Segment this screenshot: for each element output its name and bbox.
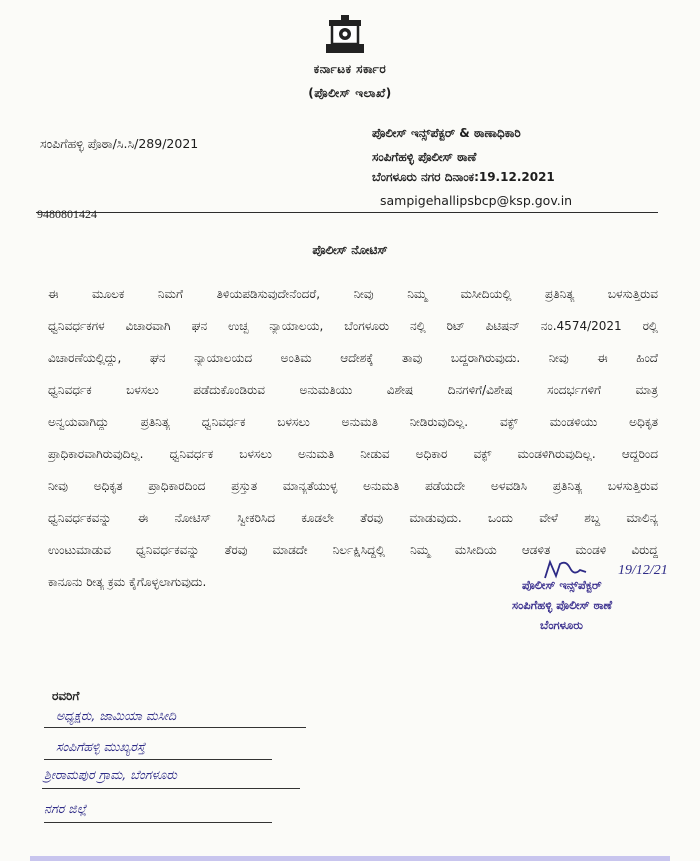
office-station: ಸಂಪಿಗೆಹಳ್ಳಿ ಪೊಲೀಸ್ ಠಾಣೆ — [372, 150, 477, 164]
header-divider — [36, 212, 658, 213]
recipient-line: ಸಂಪಿಗೆಹಳ್ಳಿ ಮುಖ್ಯರಸ್ತೆ — [56, 739, 146, 754]
reference-number: ಸಂಪಿಗೆಹಳ್ಳಿ ಪೊಠಾ/ಸಿ.ಸಿ/289/2021 — [40, 136, 199, 151]
recipient-underline — [42, 788, 300, 789]
phone-number: 9480801424 — [37, 207, 97, 221]
notice-body-line: ಉಂಟುಮಾಡುವ ಧ್ವನಿವರ್ಧಕವನ್ನು ತೆರವು ಮಾಡದೇ ನಿರ್ಲಕ್ಷಿಸಿದ್ದಲ್ಲಿ ನಿಮ್ಮ ಮಸೀದಿಯ ಆಡಳಿತ ಮಂಡಳಿ ವಿರುದ್ಧ — [48, 543, 658, 557]
department-name: (ಪೊಲೀಸ್ ಇಲಾಖೆ) — [308, 86, 392, 100]
notice-body-line: ಧ್ವನಿವರ್ಧಕ ಬಳಸಲು ಪಡೆದುಕೊಂಡಿರುವ ಅನುಮತಿಯು ವಿಶೇಷ ದಿನಗಳಿಗೆ/ವಿಶೇಷ ಸಂದರ್ಭಗಳಿಗೆ ಮಾತ್ರ — [48, 383, 658, 397]
notice-title: ಪೊಲೀಸ್ ನೋಟಿಸ್ — [312, 243, 388, 257]
office-designation: ಪೊಲೀಸ್ ಇನ್ಸ್‌ಪೆಕ್ಟರ್ & ಠಾಣಾಧಿಕಾರಿ — [372, 126, 521, 140]
notice-body-line: ಕಾನೂನು ರೀತ್ಯ ಕ್ರಮ ಕೈಗೊಳ್ಳಲಾಗುವುದು. — [48, 575, 207, 589]
notice-body-line: ಧ್ವನಿವರ್ಧಕವನ್ನು ಈ ನೋಟಿಸ್ ಸ್ವೀಕರಿಸಿದ ಕೂಡಲೇ ತೆರವು ಮಾಡುವುದು. ಒಂದು ವೇಳೆ ಶಬ್ದ ಮಾಲಿನ್ಯ — [48, 511, 658, 525]
signatory-station: ಸಂಪಿಗೆಹಳ್ಳಿ ಪೊಲೀಸ್ ಠಾಣೆ — [512, 598, 613, 612]
recipient-label: ರವರಿಗೆ — [52, 689, 80, 703]
notice-body-line: ಪ್ರಾಧಿಕಾರವಾಗಿರುವುದಿಲ್ಲ. ಧ್ವನಿವರ್ಧಕ ಬಳಸಲು ಅನುಮತಿ ನೀಡುವ ಅಧಿಕಾರ ವಕ್ಫ್ ಮಂಡಳಿಗಿರುವುದಿಲ್ಲ. ಆದ್ದರಿಂದ — [48, 447, 658, 461]
notice-body-line: ಅನ್ವಯವಾಗಿದ್ದು ಪ್ರತಿನಿತ್ಯ ಧ್ವನಿವರ್ಧಕ ಬಳಸಲು ಅನುಮತಿ ನೀಡಿರುವುದಿಲ್ಲ. ವಕ್ಫ್ ಮಂಡಳಿಯು ಅಧಿಕೃತ — [48, 415, 658, 429]
notice-body-line: ಈ ಮೂಲಕ ನಿಮಗೆ ತಿಳಿಯಪಡಿಸುವುದೇನೆಂದರೆ, ನೀವು ನಿಮ್ಮ ಮಸೀದಿಯಲ್ಲಿ ಪ್ರತಿನಿತ್ಯ ಬಳಸುತ್ತಿರುವ — [48, 287, 658, 301]
signature-date: 19/12/21 — [618, 563, 668, 578]
signatory-title: ಪೊಲೀಸ್ ಇನ್ಸ್‌ಪೆಕ್ಟರ್ — [522, 578, 602, 592]
state-emblem-icon — [320, 14, 370, 56]
office-email: sampigehallipsbcp@ksp.gov.in — [380, 193, 573, 208]
notice-body-line: ನೀವು ಅಧಿಕೃತ ಪ್ರಾಧಿಕಾರದಿಂದ ಪ್ರಸ್ತುತ ಮಾನ್ಯತೆಯುಳ್ಳ ಅನುಮತಿ ಪಡೆಯದೇ ಅಳವಡಿಸಿ ಪ್ರತಿನಿತ್ಯ ಬಳಸುತ್ತಿರುವ — [48, 479, 658, 493]
notice-body-line: ವಿಚಾರಣೆಯಲ್ಲಿದ್ದು, ಘನ ನ್ಯಾಯಾಲಯದ ಅಂತಿಮ ಆದೇಶಕ್ಕೆ ತಾವು ಬದ್ಧರಾಗಿರುವುದು. ನೀವು ಈ ಹಿಂದೆ — [48, 351, 658, 365]
office-location-date: ಬೆಂಗಳೂರು ನಗರ ದಿನಾಂಕ:19.12.2021 — [372, 170, 555, 184]
recipient-line: ಅಧ್ಯಕ್ಷರು, ಜಾಮಿಯಾ ಮಸೀದಿ — [56, 708, 177, 723]
signatory-city: ಬೆಂಗಳೂರು — [540, 618, 583, 632]
page-bottom-stamp-strip — [30, 854, 670, 861]
government-name: ಕರ್ನಾಟಕ ಸರ್ಕಾರ — [313, 62, 387, 76]
notice-body-line: ಧ್ವನಿವರ್ಧಕಗಳ ವಿಚಾರವಾಗಿ ಘನ ಉಚ್ಛ ನ್ಯಾಯಾಲಯ, ಬೆಂಗಳೂರು ನಲ್ಲಿ ರಿಟ್ ಪಿಟಿಷನ್ ನಂ.4574/2021 ರಲ್ಲಿ — [48, 319, 658, 333]
recipient-line: ನಗರ ಜಿಲ್ಲೆ — [44, 801, 87, 816]
recipient-underline — [44, 759, 272, 760]
recipient-line: ಶ್ರೀರಾಮಪುರ ಗ್ರಾಮ, ಬೆಂಗಳೂರು — [44, 767, 177, 782]
recipient-underline — [44, 727, 306, 728]
recipient-underline — [44, 822, 272, 823]
